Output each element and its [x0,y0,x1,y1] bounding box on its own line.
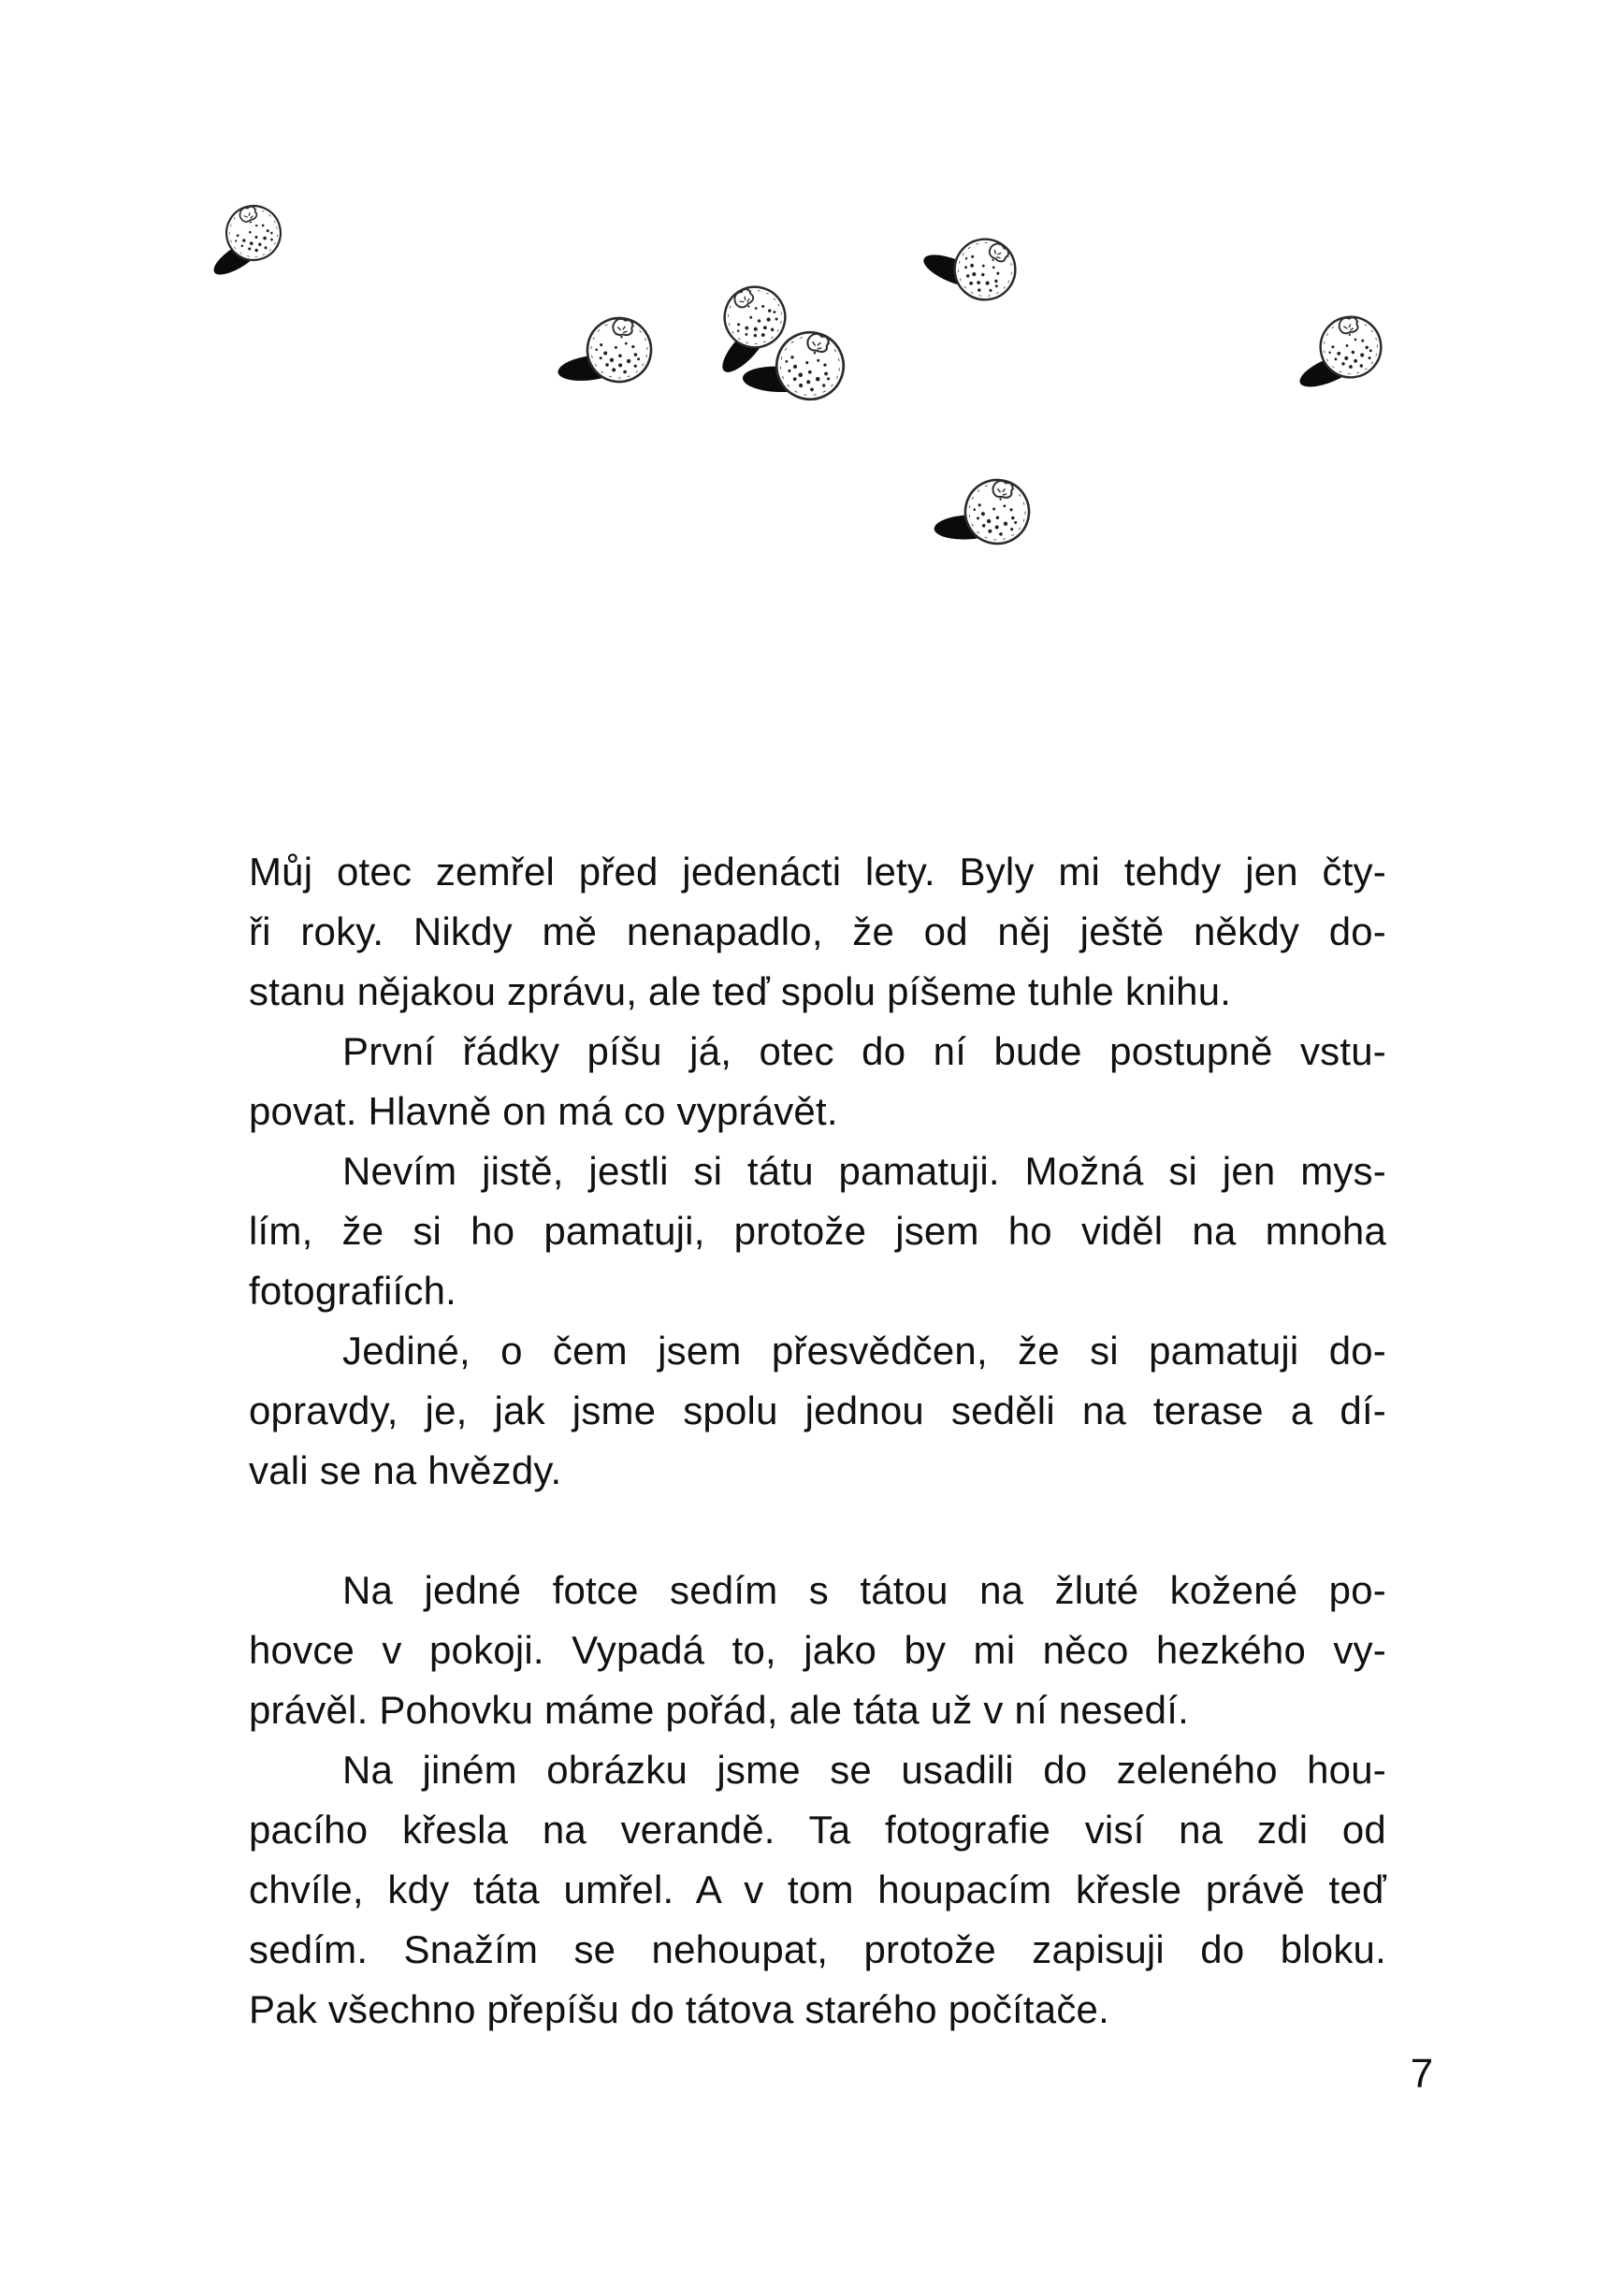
text-line: ři roky. Nikdy mě nenapadlo, že od něj ještě někdy do- [249,909,1386,953]
text-line: Nevím jistě, jestli si tátu pamatuji. Možná si jen mys- [342,1149,1386,1193]
paragraph [249,842,1386,1022]
text-line: Pak všechno přepíšu do tátova starého počítače. [249,1987,1109,2031]
text-line: Na jiném obrázku jsme se usadili do zeleného hou- [342,1748,1386,1792]
text-line: Jediné, o čem jsem přesvědčen, že si pamatuji do- [342,1329,1386,1373]
paragraph [249,1321,1386,1501]
text-line: povat. Hlavně on má co vyprávět. [249,1089,838,1133]
paragraph [249,1740,1386,2040]
text-line: lím, že si ho pamatuji, protože jsem ho viděl na mnoha [249,1209,1386,1253]
text-line: vali se na hvězdy. [249,1448,562,1492]
text-line: fotografiích. [249,1269,457,1313]
text-line: právěl. Pohovku máme pořád, ale táta už v ní nesedí. [249,1688,1189,1732]
paragraph [249,1561,1386,1740]
text-line: První řádky píšu já, otec do ní bude postupně vstu- [342,1029,1386,1073]
paragraph [249,1022,1386,1141]
page-number: 7 [1410,2051,1434,2097]
text-line: pacího křesla na verandě. Ta fotografie visí na zdi od [249,1808,1386,1852]
text-block [249,842,1386,2040]
text-line: Na jedné fotce sedím s tátou na žluté kožené po- [342,1568,1386,1612]
text-line: sedím. Snažím se nehoupat, protože zapisuji do bloku. [249,1927,1386,1971]
text-line: opravdy, je, jak jsme spolu jednou seděli na terase a dí- [249,1388,1386,1432]
paragraph [249,1141,1386,1321]
text-line: Můj otec zemřel před jedenácti lety. Byly mi tehdy jen čty- [249,850,1386,894]
text-line: chvíle, kdy táta umřel. A v tom houpacím křesle právě teď [249,1867,1386,1911]
blueberries-illustration [0,0,1622,655]
text-line: hovce v pokoji. Vypadá to, jako by mi něco hezkého vy- [249,1628,1386,1672]
text-line: stanu nějakou zprávu, ale teď spolu píšeme tuhle knihu. [249,969,1232,1013]
